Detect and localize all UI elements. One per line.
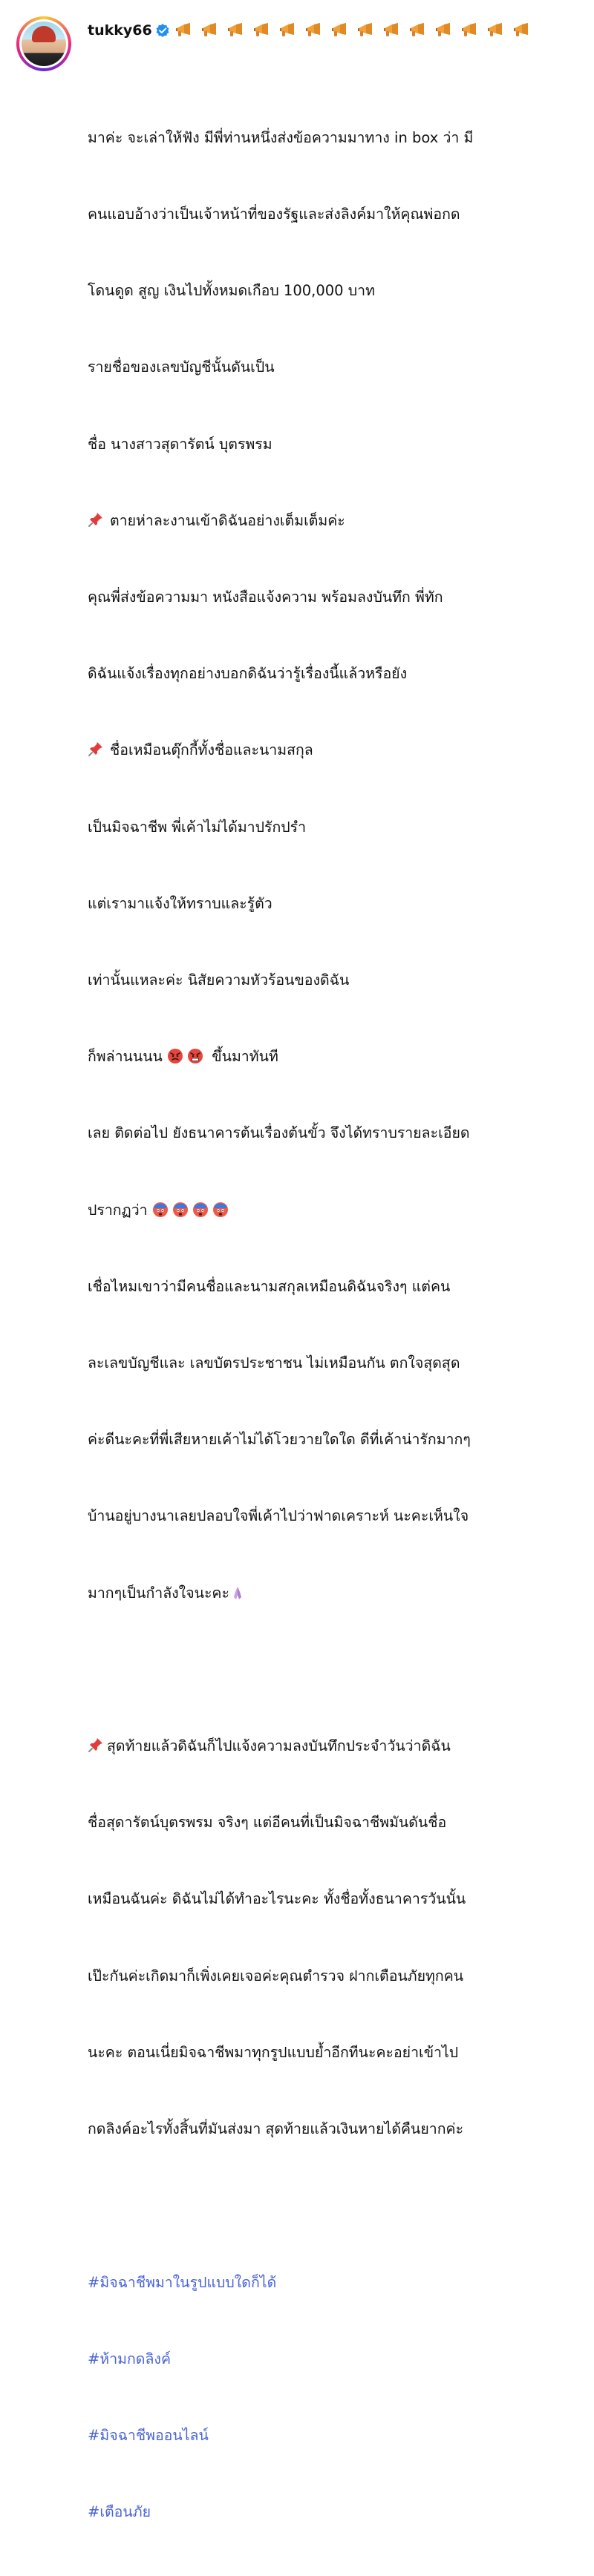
- post-caption: [88, 74, 587, 2576]
- caption-line: เป๊ะกันค่ะเกิดมาก็เพิ่งเคยเจอค่ะคุณตำรวจ ฝากเตือนภัยทุกคน: [88, 1967, 464, 1985]
- megaphone-horn-icon: [200, 22, 219, 39]
- megaphone-horn-icon: [174, 22, 193, 39]
- megaphone-horn-icon: [304, 22, 323, 39]
- caption-line: ค่ะดีนะคะที่พี่เสียหายเค้าไม่ได้โวยวายใดใด ดีที่เค้าน่ารักมากๆ: [88, 1431, 471, 1449]
- caption-line: เลย ติดต่อไป ยังธนาคารต้นเรื่องต้นขั้ว จึงได้ทราบรายละเอียด: [88, 1124, 470, 1142]
- angry-face-icon: [187, 1048, 203, 1064]
- hashtag-link[interactable]: #เตือนภัย: [88, 2503, 151, 2521]
- avatar[interactable]: [16, 16, 71, 71]
- caption-horns: [174, 23, 538, 37]
- megaphone-horn-icon: [460, 22, 479, 39]
- verified-badge-icon: [155, 23, 170, 38]
- hot-face-icon: [192, 1201, 209, 1217]
- angry-face-icon: [167, 1048, 183, 1064]
- caption-line: แต่เรามาแจ้งให้ทราบและรู้ตัว: [88, 894, 272, 912]
- caption-line: รายชื่อของเลขบัญชีนั้นดันเป็น: [88, 358, 275, 376]
- hot-face-row: [152, 1202, 232, 1219]
- megaphone-horn-icon: [408, 22, 427, 39]
- megaphone-horn-icon: [434, 22, 453, 39]
- hot-face-icon: [172, 1201, 189, 1217]
- hashtag-link[interactable]: #มิจฉาชีพออนไลน์: [88, 2426, 209, 2444]
- megaphone-horn-icon: [226, 22, 245, 39]
- pushpin-icon: [88, 741, 104, 757]
- username-link[interactable]: tukky66: [88, 22, 152, 39]
- megaphone-horn-icon: [512, 22, 531, 39]
- megaphone-horn-icon: [356, 22, 375, 39]
- hashtag-link[interactable]: #ห้ามกดลิงค์: [88, 2350, 171, 2367]
- caption-line: บ้านอยู่บางนาเลยปลอบใจพี่เค้าไปว่าฟาดเคราะห์ นะคะเห็นใจ: [88, 1507, 469, 1525]
- caption-line: ชื่อเหมือนตุ๊กกี้ทั้งชื่อและนามสกุล: [88, 738, 587, 763]
- caption-line: ปรากฏว่า: [88, 1198, 587, 1223]
- caption-line: สุดท้ายแล้วดิฉันก็ไปแจ้งความลงบันทึกประจำวันว่าดิฉัน: [88, 1734, 587, 1759]
- caption-line: ละเลขบัญชีและ เลขบัตรประชาชน ไม่เหมือนกัน ตกใจสุดสุด: [88, 1354, 460, 1372]
- avatar-photo: [22, 22, 66, 66]
- pushpin-icon: [88, 1737, 104, 1753]
- caption-line: คุณพี่ส่งข้อความมา หนังสือแจ้งความ พร้อมลงบันทึก พี่ทัก: [88, 589, 443, 606]
- caption-line: มาค่ะ จะเล่าให้ฟัง มีพี่ท่านหนึ่งส่งข้อความมาทาง in box ว่า มี: [88, 128, 474, 146]
- post-header: [88, 22, 585, 39]
- caption-line: ชื่อสุดารัตน์บุตรพรม จริงๆ แต่อีคนที่เป็นมิจฉาชีพมันดันชื่อ: [88, 1814, 447, 1832]
- hot-face-icon: [212, 1201, 229, 1217]
- megaphone-horn-icon: [486, 22, 505, 39]
- caption-line: ตายห่าละงานเข้าดิฉันอย่างเต็มเต็มค่ะ: [88, 508, 587, 534]
- caption-line: ชื่อ นางสาวสุดารัตน์ บุตรพรม: [88, 435, 272, 453]
- folded-hands-icon: [229, 1584, 246, 1601]
- caption-line: เชื่อไหมเขาว่ามีคนชื่อและนามสกุลเหมือนดิฉันจริงๆ แต่คน: [88, 1277, 451, 1295]
- pushpin-icon: [88, 511, 104, 528]
- caption-line: เป็นมิจฉาชีพ พี่เค้าไม่ได้มาปรักปรำ: [88, 818, 307, 836]
- hashtag-link[interactable]: #มิจฉาชีพมาในรูปแบบใดก็ได้: [88, 2273, 277, 2291]
- megaphone-horn-icon: [330, 22, 349, 39]
- caption-line: นะคะ ตอนเนี่ยมิจฉาชีพมาทุกรูปแบบย้ำอีกทีนะคะอย่าเข้าไป: [88, 2043, 459, 2061]
- megaphone-horn-icon: [278, 22, 297, 39]
- caption-line: ดิฉันแจ้งเรื่องทุกอย่างบอกดิฉันว่ารู้เรื่องนี้แล้วหรือยัง: [88, 665, 408, 683]
- megaphone-horn-icon: [382, 22, 401, 39]
- caption-line: เหมือนฉันค่ะ ดิฉันไม่ได้ทำอะไรนะคะ ทั้งชื่อทั้งธนาคารวันนั้น: [88, 1890, 466, 1908]
- caption-line: ก็พล่านนนน ขึ้นมาทันที: [88, 1048, 278, 1066]
- caption-line: มากๆเป็นกำลังใจนะคะ: [88, 1581, 587, 1606]
- caption-line: คนแอบอ้างว่าเป็นเจ้าหน้าที่ของรัฐและส่งลิงค์มาให้คุณพ่อกด: [88, 206, 460, 223]
- hot-face-icon: [152, 1201, 169, 1217]
- caption-line: เท่านั้นแหละค่ะ นิสัยความหัวร้อนของดิฉัน: [88, 971, 350, 989]
- caption-line: กดลิงค์อะไรทั้งสิ้นที่มันส่งมา สุดท้ายแล้วเงินหายได้คืนยากค่ะ: [88, 2120, 464, 2138]
- megaphone-horn-icon: [252, 22, 271, 39]
- caption-line: โดนดูด สูญ เงินไปทั้งหมดเกือบ 100,000 บาท: [88, 282, 375, 300]
